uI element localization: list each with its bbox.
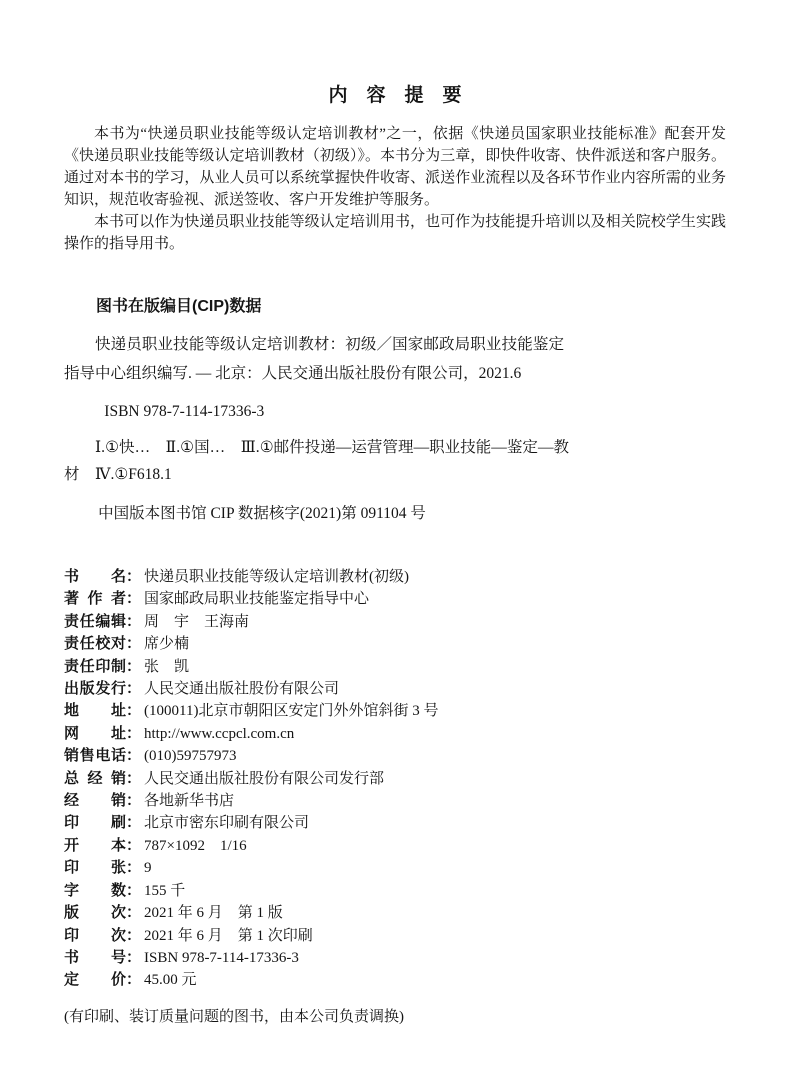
colophon-value: 北京市密东印刷有限公司 — [144, 815, 310, 832]
colophon-row-publisher — [64, 678, 726, 700]
colophon-row-author — [64, 588, 726, 610]
colophon-value: 席少楠 — [144, 636, 190, 653]
colophon-row-printer — [64, 812, 726, 834]
cip-isbn: ISBN 978-7-114-17336-3 — [104, 403, 265, 420]
colophon-colon: ： — [126, 747, 142, 765]
summary-paragraph-1: 本书为“快递员职业技能等级认定培训教材”之一，依据《快递员国家职业技能标准》配套开发《快递员职业技能等级认定培训教材（初级）》。本书分为三章，即快件收寄、快件派送和客户服务。通过对本书的学习，从业人员可以系统掌握快件收寄、派送作业流程以及各环节作业内容所需的业务知识，规范收寄验视、派送签收、客户开发维护等服务。 — [64, 126, 726, 208]
colophon-colon: ： — [126, 657, 142, 675]
colophon-colon: ： — [126, 948, 142, 966]
colophon-value: 787×1092 1/16 — [144, 837, 247, 854]
colophon-row-printing — [64, 925, 726, 947]
colophon-colon: ： — [126, 814, 142, 832]
colophon-label: 责任印制 — [64, 657, 126, 675]
colophon-colon: ： — [126, 792, 142, 810]
colophon-colon: ： — [126, 702, 142, 720]
cip-record-number: 中国版本图书馆 CIP 数据核字(2021)第 091104 号 — [98, 505, 426, 522]
colophon-value: 9 — [144, 860, 152, 877]
colophon-row-isbn — [64, 947, 726, 969]
colophon-value: 2021 年 6 月 第 1 版 — [144, 905, 283, 922]
colophon-colon: ： — [126, 568, 142, 585]
colophon-label: 字数 — [64, 881, 126, 899]
colophon-row-address — [64, 700, 726, 722]
colophon-colon: ： — [126, 724, 142, 742]
colophon-colon: ： — [126, 859, 142, 877]
colophon-row-print-supervisor — [64, 656, 726, 678]
colophon-value: 各地新华书店 — [144, 793, 235, 810]
colophon-value: 155 千 — [144, 882, 186, 899]
colophon-row-title — [64, 566, 726, 588]
colophon-label: 版次 — [64, 904, 126, 922]
colophon-row-website — [64, 723, 726, 745]
colophon-label: 定价 — [64, 971, 126, 989]
colophon-value: 45.00 元 — [144, 972, 197, 989]
colophon-label: 经销 — [64, 792, 126, 810]
colophon-label: 开本 — [64, 836, 126, 854]
colophon-value: 张 凯 — [144, 658, 190, 675]
cip-heading: 图书在版编目(CIP)数据 — [96, 298, 262, 315]
colophon-value: 人民交通出版社股份有限公司发行部 — [144, 770, 385, 787]
colophon-row-format — [64, 835, 726, 857]
colophon-colon: ： — [126, 769, 142, 787]
colophon-label: 书名 — [64, 568, 126, 585]
colophon-label: 著作者 — [64, 590, 126, 608]
summary-paragraph-2: 本书可以作为快递员职业技能等级认定培训用书，也可作为技能提升培训以及相关院校学生实践操作的指导用书。 — [64, 214, 726, 252]
colophon-row-word-count — [64, 880, 726, 902]
colophon-colon: ： — [126, 680, 142, 698]
colophon-value: 周 宇 王海南 — [144, 613, 250, 630]
colophon-label: 地址 — [64, 702, 126, 720]
colophon-label: 出版发行 — [64, 680, 126, 698]
quality-exchange-note: (有印刷、装订质量问题的图书，由本公司负责调换) — [64, 1008, 404, 1025]
colophon-label: 印刷 — [64, 814, 126, 832]
colophon-colon: ： — [126, 881, 142, 899]
colophon-colon: ： — [126, 971, 142, 989]
colophon-row-edition — [64, 902, 726, 924]
colophon-row-editor — [64, 611, 726, 633]
colophon-label: 总经销 — [64, 769, 126, 787]
colophon-row-proofreader — [64, 633, 726, 655]
cip-description: 快递员职业技能等级认定培训教材：初级／国家邮政局职业技能鉴定指导中心组织编写. — 北京：人民交通出版社股份有限公司，2021.6 — [64, 336, 564, 382]
colophon-list — [64, 566, 726, 992]
colophon-row-distributor — [64, 790, 726, 812]
colophon-colon: ： — [126, 904, 142, 922]
colophon-label: 销售电话 — [64, 747, 126, 765]
colophon-row-general-distributor — [64, 768, 726, 790]
colophon-label: 书号 — [64, 948, 126, 966]
colophon-label: 责任编辑 — [64, 612, 126, 630]
colophon-value: (100011)北京市朝阳区安定门外外馆斜街 3 号 — [144, 703, 439, 720]
page-title: 内容提要 — [328, 85, 481, 106]
colophon-value: http://www.ccpcl.com.cn — [144, 725, 295, 742]
colophon-row-sheets — [64, 857, 726, 879]
colophon-row-sales-phone — [64, 745, 726, 767]
colophon-label: 网址 — [64, 724, 126, 742]
colophon-value: 快递员职业技能等级认定培训教材(初级) — [144, 569, 410, 585]
colophon-value: ISBN 978-7-114-17336-3 — [144, 949, 299, 966]
colophon-colon: ： — [126, 612, 142, 630]
colophon-value: 人民交通出版社股份有限公司 — [144, 681, 340, 698]
colophon-colon: ： — [126, 836, 142, 854]
colophon-label: 印次 — [64, 926, 126, 944]
colophon-label: 印张 — [64, 859, 126, 877]
colophon-value: 2021 年 6 月 第 1 次印刷 — [144, 927, 313, 944]
colophon-label: 责任校对 — [64, 635, 126, 653]
colophon-value: (010)59757973 — [144, 748, 237, 765]
colophon-colon: ： — [126, 926, 142, 944]
colophon-colon: ： — [126, 590, 142, 608]
colophon-colon: ： — [126, 635, 142, 653]
cip-classification: Ⅰ.①快… Ⅱ.①国… Ⅲ.①邮件投递—运营管理—职业技能—鉴定—教材 Ⅳ.①F618.1 — [64, 439, 569, 483]
colophon-row-price — [64, 969, 726, 991]
colophon-value: 国家邮政局职业技能鉴定指导中心 — [144, 591, 370, 608]
